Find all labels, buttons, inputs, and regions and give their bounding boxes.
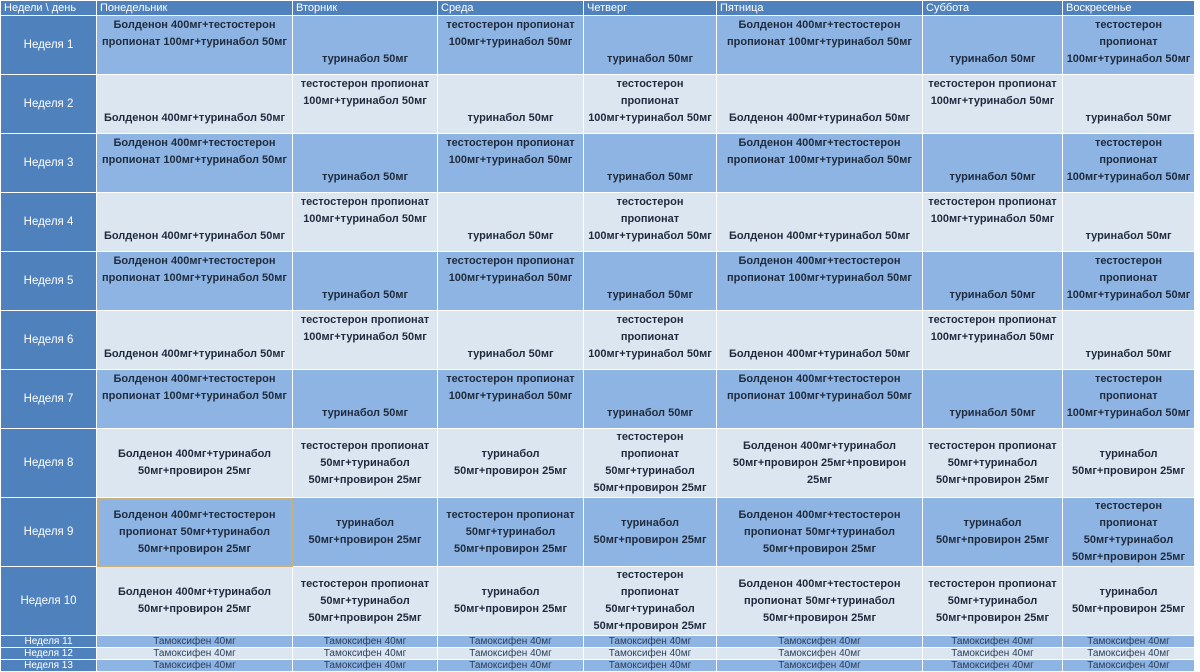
table-row [1, 193, 1195, 252]
cell-thursday[interactable]: туринабол 50мг [584, 16, 717, 75]
cell-monday[interactable]: Тамоксифен 40мг [97, 648, 293, 660]
cell-sunday[interactable]: туринабол 50мг [1063, 75, 1195, 134]
table-row [1, 252, 1195, 311]
cell-monday[interactable]: Болденон 400мг+тестостерон пропионат 100мг+туринабол 50мг [97, 134, 293, 193]
cell-sunday[interactable]: туринабол 50мг+провирон 25мг [1063, 567, 1195, 636]
cell-sunday[interactable]: тестостерон пропионат 50мг+туринабол 50мг+провирон 25мг [1063, 498, 1195, 567]
cell-saturday[interactable]: тестостерон пропионат 100мг+туринабол 50мг [923, 311, 1063, 370]
table-row [1, 16, 1195, 75]
cell-tuesday[interactable]: Тамоксифен 40мг [293, 636, 438, 648]
cell-friday[interactable]: Тамоксифен 40мг [717, 660, 923, 672]
cell-tuesday[interactable]: туринабол 50мг [293, 134, 438, 193]
table-body [1, 16, 1195, 672]
cell-monday[interactable]: Болденон 400мг+туринабол 50мг [97, 193, 293, 252]
header-saturday[interactable]: Суббота [923, 1, 1063, 16]
cell-wednesday[interactable]: тестостерон пропионат 50мг+туринабол 50мг+провирон 25мг [438, 498, 584, 567]
table-row [1, 648, 1195, 660]
table-row [1, 567, 1195, 636]
week-label[interactable]: Неделя 13 [1, 660, 97, 672]
header-friday[interactable]: Пятница [717, 1, 923, 16]
cell-saturday[interactable]: тестостерон пропионат 50мг+туринабол 50мг+провирон 25мг [923, 567, 1063, 636]
cell-saturday[interactable]: туринабол 50мг [923, 16, 1063, 75]
cell-tuesday[interactable]: туринабол 50мг [293, 16, 438, 75]
week-label[interactable]: Неделя 11 [1, 636, 97, 648]
cell-monday[interactable]: Тамоксифен 40мг [97, 636, 293, 648]
cell-monday[interactable]: Болденон 400мг+тестостерон пропионат 100мг+туринабол 50мг [97, 370, 293, 429]
week-label[interactable]: Неделя 12 [1, 648, 97, 660]
cell-thursday[interactable]: тестостерон пропионат 50мг+туринабол 50мг+провирон 25мг [584, 429, 717, 498]
cell-thursday[interactable]: Тамоксифен 40мг [584, 636, 717, 648]
header-monday[interactable]: Понедельник [97, 1, 293, 16]
table-row [1, 75, 1195, 134]
cell-saturday[interactable]: тестостерон пропионат 100мг+туринабол 50мг [923, 75, 1063, 134]
cell-wednesday[interactable]: туринабол 50мг [438, 193, 584, 252]
week-label[interactable]: Неделя 9 [1, 498, 97, 567]
cell-friday[interactable]: Болденон 400мг+тестостерон пропионат 50мг+туринабол 50мг+провирон 25мг [717, 567, 923, 636]
cell-tuesday[interactable]: туринабол 50мг+провирон 25мг [293, 498, 438, 567]
cell-thursday[interactable]: тестостерон пропионат 100мг+туринабол 50мг [584, 75, 717, 134]
header-corner[interactable]: Недели \ день [1, 1, 97, 16]
cell-tuesday[interactable]: тестостерон пропионат 50мг+туринабол 50мг+провирон 25мг [293, 567, 438, 636]
cell-thursday[interactable]: туринабол 50мг [584, 252, 717, 311]
cell-saturday[interactable]: туринабол 50мг+провирон 25мг [923, 498, 1063, 567]
cell-sunday[interactable]: тестостерон пропионат 100мг+туринабол 50мг [1063, 252, 1195, 311]
week-label[interactable]: Неделя 4 [1, 193, 97, 252]
header-wednesday[interactable]: Среда [438, 1, 584, 16]
cell-monday[interactable]: Болденон 400мг+туринабол 50мг [97, 75, 293, 134]
cell-wednesday[interactable]: туринабол 50мг+провирон 25мг [438, 429, 584, 498]
table-row [1, 134, 1195, 193]
cell-friday[interactable]: Болденон 400мг+тестостерон пропионат 50мг+туринабол 50мг+провирон 25мг [717, 498, 923, 567]
cell-sunday[interactable]: Тамоксифен 40мг [1063, 636, 1195, 648]
cell-thursday[interactable]: туринабол 50мг [584, 370, 717, 429]
cell-tuesday[interactable]: тестостерон пропионат 50мг+туринабол 50мг+провирон 25мг [293, 429, 438, 498]
cell-monday[interactable]: Болденон 400мг+тестостерон пропионат 50мг+туринабол 50мг+провирон 25мг [97, 498, 293, 567]
cell-monday[interactable]: Тамоксифен 40мг [97, 660, 293, 672]
cell-monday[interactable]: Болденон 400мг+туринабол 50мг+провирон 25мг [97, 567, 293, 636]
cell-friday[interactable]: Болденон 400мг+тестостерон пропионат 100мг+туринабол 50мг [717, 252, 923, 311]
table-row [1, 636, 1195, 648]
cell-sunday[interactable]: туринабол 50мг [1063, 311, 1195, 370]
cell-monday[interactable]: Болденон 400мг+туринабол 50мг [97, 311, 293, 370]
cell-saturday[interactable]: Тамоксифен 40мг [923, 636, 1063, 648]
cell-sunday[interactable]: Тамоксифен 40мг [1063, 660, 1195, 672]
cell-friday[interactable]: Болденон 400мг+туринабол 50мг [717, 193, 923, 252]
cell-tuesday[interactable]: тестостерон пропионат 100мг+туринабол 50мг [293, 75, 438, 134]
cell-sunday[interactable]: тестостерон пропионат 100мг+туринабол 50мг [1063, 134, 1195, 193]
cell-monday[interactable]: Болденон 400мг+тестостерон пропионат 100мг+туринабол 50мг [97, 252, 293, 311]
table-row [1, 370, 1195, 429]
cell-thursday[interactable]: тестостерон пропионат 100мг+туринабол 50мг [584, 193, 717, 252]
cell-monday[interactable]: Болденон 400мг+тестостерон пропионат 100мг+туринабол 50мг [97, 16, 293, 75]
cell-friday[interactable]: Болденон 400мг+туринабол 50мг [717, 75, 923, 134]
cell-sunday[interactable]: Тамоксифен 40мг [1063, 648, 1195, 660]
cell-wednesday[interactable]: туринабол 50мг [438, 311, 584, 370]
week-label[interactable]: Неделя 1 [1, 16, 97, 75]
cell-tuesday[interactable]: тестостерон пропионат 100мг+туринабол 50мг [293, 193, 438, 252]
cell-thursday[interactable]: Тамоксифен 40мг [584, 648, 717, 660]
cell-wednesday[interactable]: Тамоксифен 40мг [438, 660, 584, 672]
cell-saturday[interactable]: туринабол 50мг [923, 134, 1063, 193]
cell-tuesday[interactable]: туринабол 50мг [293, 370, 438, 429]
cell-sunday[interactable]: тестостерон пропионат 100мг+туринабол 50мг [1063, 370, 1195, 429]
cell-wednesday[interactable]: тестостерон пропионат 100мг+туринабол 50мг [438, 252, 584, 311]
header-thursday[interactable]: Четверг [584, 1, 717, 16]
header-sunday[interactable]: Воскресенье [1063, 1, 1195, 16]
cell-thursday[interactable]: туринабол 50мг [584, 134, 717, 193]
cell-sunday[interactable]: туринабол 50мг+провирон 25мг [1063, 429, 1195, 498]
cell-wednesday[interactable]: Тамоксифен 40мг [438, 636, 584, 648]
cell-saturday[interactable]: тестостерон пропионат 100мг+туринабол 50мг [923, 193, 1063, 252]
cell-thursday[interactable]: туринабол 50мг+провирон 25мг [584, 498, 717, 567]
week-label[interactable]: Неделя 7 [1, 370, 97, 429]
cell-sunday[interactable]: туринабол 50мг [1063, 193, 1195, 252]
header-row [1, 1, 1195, 16]
cell-friday[interactable]: Тамоксифен 40мг [717, 648, 923, 660]
week-label[interactable]: Неделя 2 [1, 75, 97, 134]
cell-thursday[interactable]: Тамоксифен 40мг [584, 660, 717, 672]
cell-wednesday[interactable]: тестостерон пропионат 100мг+туринабол 50мг [438, 370, 584, 429]
week-label[interactable]: Неделя 6 [1, 311, 97, 370]
cell-friday[interactable]: Болденон 400мг+тестостерон пропионат 100мг+туринабол 50мг [717, 370, 923, 429]
cell-saturday[interactable]: туринабол 50мг [923, 252, 1063, 311]
cell-friday[interactable]: Болденон 400мг+тестостерон пропионат 100мг+туринабол 50мг [717, 16, 923, 75]
cell-wednesday[interactable]: туринабол 50мг+провирон 25мг [438, 567, 584, 636]
cell-friday[interactable]: Болденон 400мг+тестостерон пропионат 100мг+туринабол 50мг [717, 134, 923, 193]
cell-thursday[interactable]: тестостерон пропионат 50мг+туринабол 50мг+провирон 25мг [584, 567, 717, 636]
cell-saturday[interactable]: туринабол 50мг [923, 370, 1063, 429]
week-label[interactable]: Неделя 3 [1, 134, 97, 193]
week-label[interactable]: Неделя 8 [1, 429, 97, 498]
cell-sunday[interactable]: тестостерон пропионат 100мг+туринабол 50мг [1063, 16, 1195, 75]
cell-tuesday[interactable]: Тамоксифен 40мг [293, 648, 438, 660]
table-row [1, 311, 1195, 370]
table-row [1, 498, 1195, 567]
cell-saturday[interactable]: Тамоксифен 40мг [923, 660, 1063, 672]
cell-friday[interactable]: Тамоксифен 40мг [717, 636, 923, 648]
cell-wednesday[interactable]: Тамоксифен 40мг [438, 648, 584, 660]
cell-wednesday[interactable]: тестостерон пропионат 100мг+туринабол 50мг [438, 134, 584, 193]
cell-monday[interactable]: Болденон 400мг+туринабол 50мг+провирон 25мг [97, 429, 293, 498]
week-label[interactable]: Неделя 5 [1, 252, 97, 311]
cell-wednesday[interactable]: тестостерон пропионат 100мг+туринабол 50мг [438, 16, 584, 75]
cell-tuesday[interactable]: тестостерон пропионат 100мг+туринабол 50мг [293, 311, 438, 370]
table-row [1, 429, 1195, 498]
header-tuesday[interactable]: Вторник [293, 1, 438, 16]
cell-wednesday[interactable]: туринабол 50мг [438, 75, 584, 134]
cell-thursday[interactable]: тестостерон пропионат 100мг+туринабол 50мг [584, 311, 717, 370]
cell-tuesday[interactable]: туринабол 50мг [293, 252, 438, 311]
cell-friday[interactable]: Болденон 400мг+туринабол 50мг [717, 311, 923, 370]
table-row [1, 660, 1195, 672]
cell-tuesday[interactable]: Тамоксифен 40мг [293, 660, 438, 672]
cell-saturday[interactable]: тестостерон пропионат 50мг+туринабол 50мг+провирон 25мг [923, 429, 1063, 498]
cell-friday[interactable]: Болденон 400мг+туринабол 50мг+провирон 25мг+провирон 25мг [717, 429, 923, 498]
cell-saturday[interactable]: Тамоксифен 40мг [923, 648, 1063, 660]
week-label[interactable]: Неделя 10 [1, 567, 97, 636]
